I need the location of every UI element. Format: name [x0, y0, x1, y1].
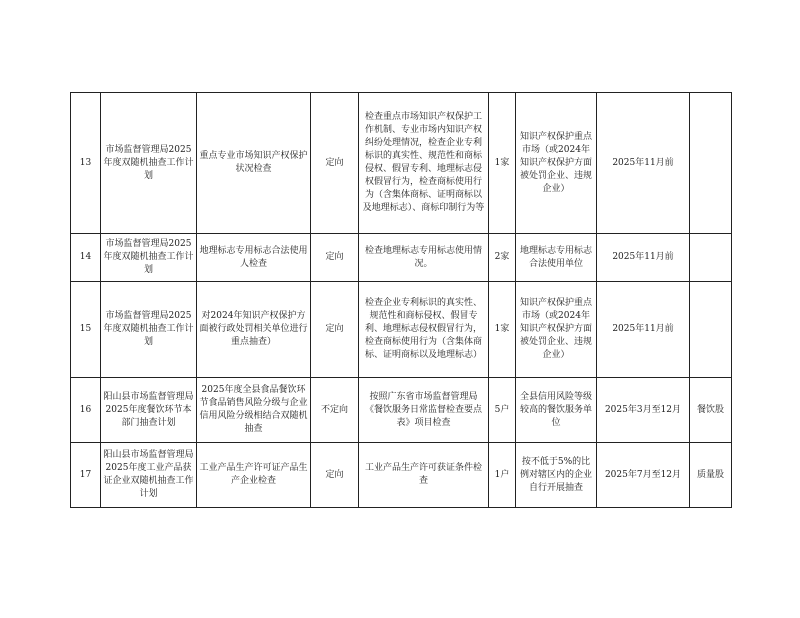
inspection-count: 1户 — [489, 443, 516, 508]
inspection-item: 重点专业市场知识产权保护状况检查 — [197, 93, 311, 234]
inspection-content: 检查企业专利标识的真实性、规范性和商标侵权、假冒专利、地理标志侵权假冒行为，检查商标使用行为（含集体商标、证明商标以及地理标志） — [359, 282, 489, 378]
inspection-time: 2025年7月至12月 — [597, 443, 690, 508]
row-number: 14 — [71, 234, 101, 282]
inspection-mode: 不定向 — [311, 378, 359, 443]
row-number: 15 — [71, 282, 101, 378]
inspection-content: 检查地理标志专用标志使用情况。 — [359, 234, 489, 282]
inspection-item: 工业产品生产许可证产品生产企业检查 — [197, 443, 311, 508]
inspection-target: 知识产权保护重点市场（或2024年知识产权保护方面被处罚企业、违规企业） — [516, 93, 597, 234]
table-row — [71, 378, 732, 443]
inspection-mode: 定向 — [311, 93, 359, 234]
table-row — [71, 93, 732, 234]
inspection-target: 全县信用风险等级较高的餐饮服务单位 — [516, 378, 597, 443]
inspection-count: 2家 — [489, 234, 516, 282]
row-number: 17 — [71, 443, 101, 508]
row-number: 16 — [71, 378, 101, 443]
row-number: 13 — [71, 93, 101, 234]
plan-name: 市场监督管理局2025年度双随机抽查工作计划 — [101, 93, 197, 234]
inspection-content: 工业产品生产许可获证条件检查 — [359, 443, 489, 508]
inspection-count: 1家 — [489, 93, 516, 234]
responsible-unit — [690, 93, 732, 234]
inspection-target: 按不低于5%的比例对辖区内的企业自行开展抽查 — [516, 443, 597, 508]
table-row — [71, 282, 732, 378]
plan-name: 阳山县市场监督管理局2025年度餐饮环节本部门抽查计划 — [101, 378, 197, 443]
responsible-unit: 质量股 — [690, 443, 732, 508]
inspection-item: 2025年度全县食品餐饮环节食品销售风险分级与企业信用风险分级相结合双随机抽查 — [197, 378, 311, 443]
inspection-target: 知识产权保护重点市场（或2024年知识产权保护方面被处罚企业、违规企业） — [516, 282, 597, 378]
inspection-item: 对2024年知识产权保护方面被行政处罚相关单位进行重点抽查） — [197, 282, 311, 378]
table-row — [71, 234, 732, 282]
responsible-unit: 餐饮股 — [690, 378, 732, 443]
inspection-time: 2025年3月至12月 — [597, 378, 690, 443]
inspection-time: 2025年11月前 — [597, 234, 690, 282]
inspection-count: 1家 — [489, 282, 516, 378]
inspection-mode: 定向 — [311, 282, 359, 378]
plan-name: 阳山县市场监督管理局2025年度工业产品获证企业双随机抽查工作计划 — [101, 443, 197, 508]
responsible-unit — [690, 234, 732, 282]
inspection-count: 5户 — [489, 378, 516, 443]
inspection-time: 2025年11月前 — [597, 282, 690, 378]
inspection-plan-table — [70, 92, 732, 508]
inspection-content: 检查重点市场知识产权保护工作机制、专业市场内知识产权纠纷处理情况，检查企业专利标识的真实性、规范性和商标侵权、假冒专利、地理标志侵权假冒行为，检查商标使用行为（含集体商标、证明商标以及地理标志）、商标印制行为等 — [359, 93, 489, 234]
responsible-unit — [690, 282, 732, 378]
plan-name: 市场监督管理局2025年度双随机抽查工作计划 — [101, 234, 197, 282]
inspection-content: 按照广东省市场监督管理局《餐饮服务日常监督检查要点表》项目检查 — [359, 378, 489, 443]
inspection-time: 2025年11月前 — [597, 93, 690, 234]
inspection-item: 地理标志专用标志合法使用人检查 — [197, 234, 311, 282]
inspection-mode: 定向 — [311, 234, 359, 282]
table-row — [71, 443, 732, 508]
inspection-target: 地理标志专用标志合法使用单位 — [516, 234, 597, 282]
inspection-mode: 定向 — [311, 443, 359, 508]
plan-name: 市场监督管理局2025年度双随机抽查工作计划 — [101, 282, 197, 378]
